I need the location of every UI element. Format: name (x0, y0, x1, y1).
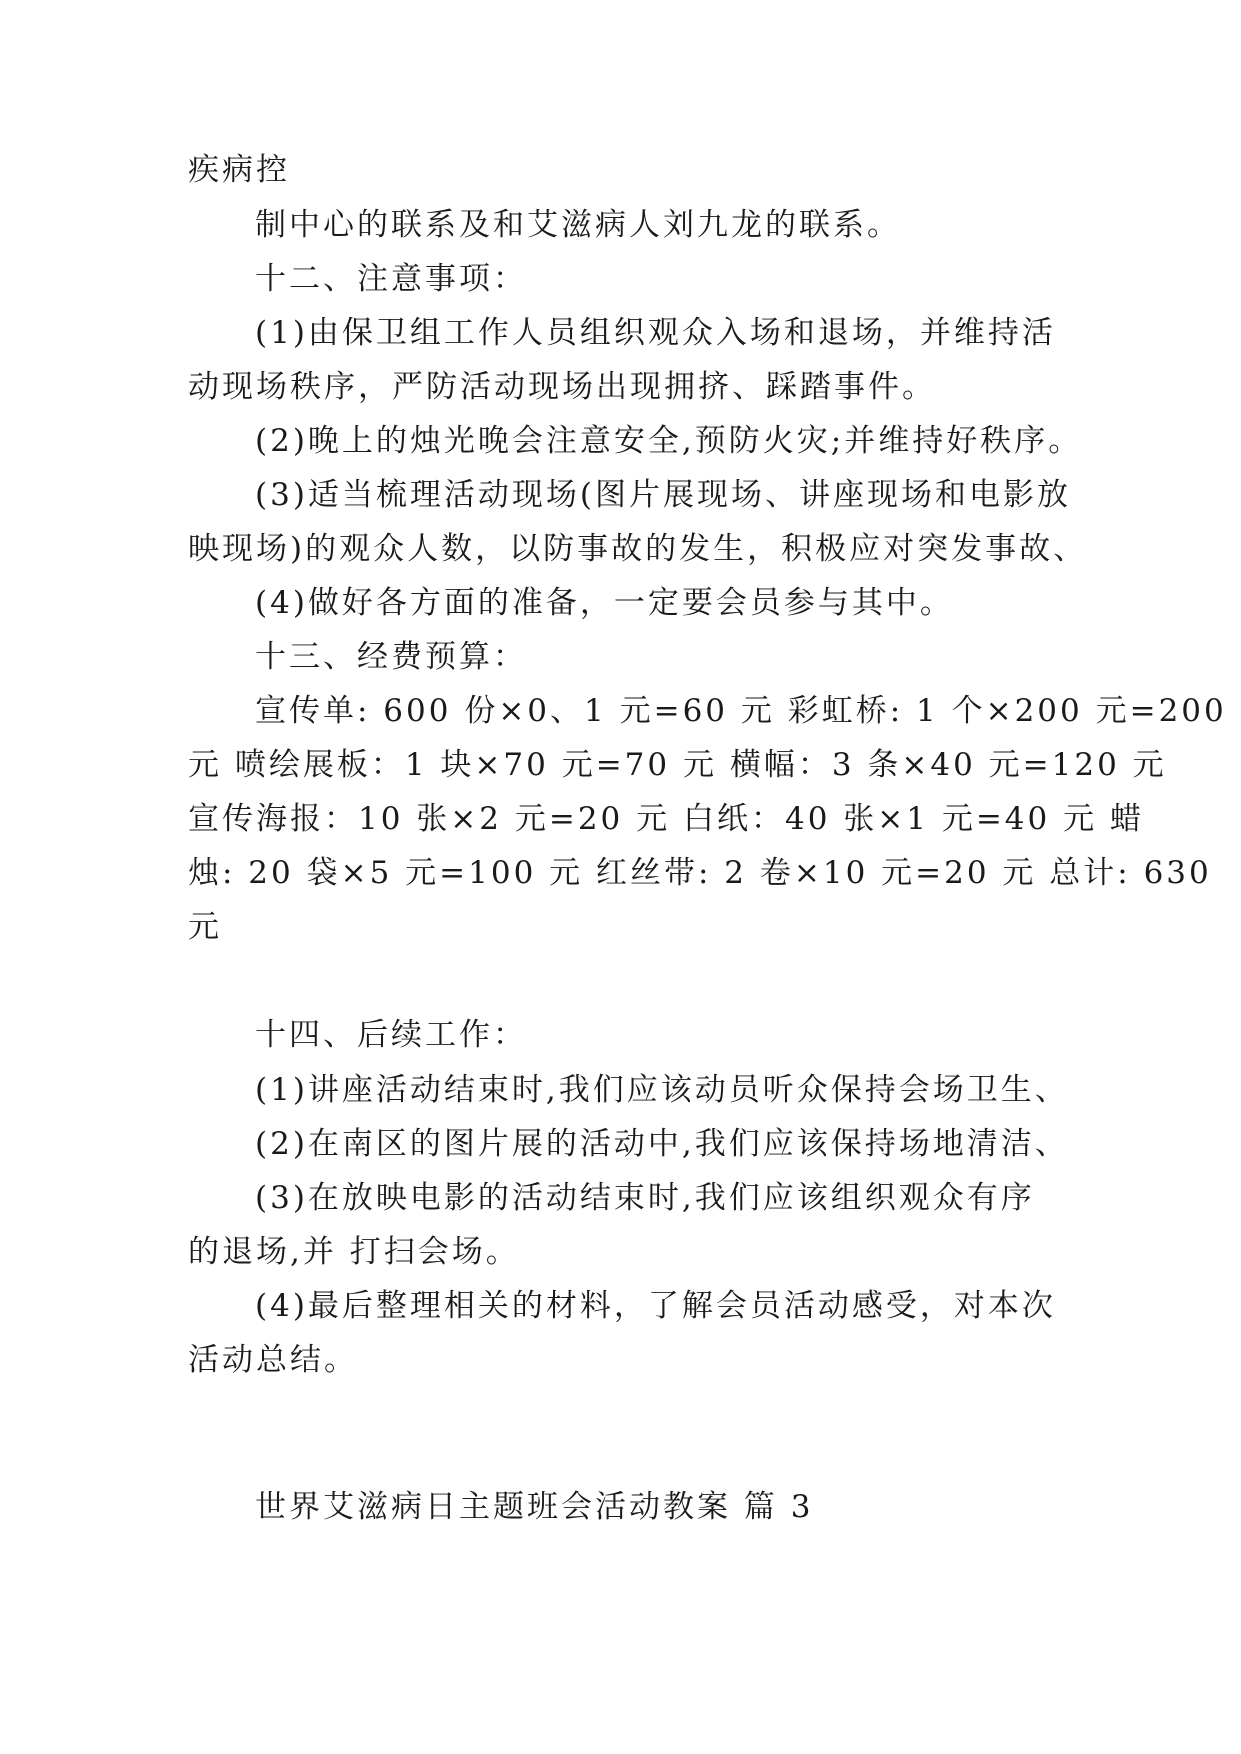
section-heading: 十四、后续工作： (255, 1017, 527, 1053)
text-line: 映现场)的观众人数，以防事故的发生，积极应对突发事故、 (188, 531, 1088, 567)
text-line: 的退场,并 打扫会场。 (188, 1234, 520, 1270)
text-line: (2)晚上的烛光晚会注意安全,预防火灾;并维持好秩序。 (255, 423, 1083, 459)
text-line: 制中心的联系及和艾滋病人刘九龙的联系。 (255, 207, 901, 243)
text-line: (4)最后整理相关的材料，了解会员活动感受，对本次 (255, 1288, 1056, 1324)
text-line: (3)在放映电影的活动结束时,我们应该组织观众有序 (255, 1180, 1035, 1216)
text-line: 烛: 20 袋×5 元=100 元 红丝带: 2 卷×10 元=20 元 总计: 630 (188, 855, 1212, 891)
text-line: 元 喷绘展板：1 块×70 元=70 元 横幅：3 条×40 元=120 元 (188, 747, 1167, 783)
text-line: (3)适当梳理活动现场(图片展现场、讲座现场和电影放 (255, 477, 1072, 513)
text-line: 活动总结。 (188, 1342, 358, 1378)
section-heading: 十二、注意事项： (255, 261, 527, 297)
text-line: 动现场秩序，严防活动现场出现拥挤、踩踏事件。 (188, 369, 936, 405)
document-title: 世界艾滋病日主题班会活动教案 篇 3 (255, 1489, 814, 1525)
text-line: (1)讲座活动结束时,我们应该动员听众保持会场卫生、 (255, 1072, 1069, 1108)
text-line: 宣传单: 600 份×0、1 元=60 元 彩虹桥: 1 个×200 元=200 (255, 693, 1227, 729)
text-line: 元 (188, 909, 222, 945)
text-line: (2)在南区的图片展的活动中,我们应该保持场地清洁、 (255, 1126, 1069, 1162)
section-heading: 十三、经费预算： (255, 639, 527, 675)
text-line: (4)做好各方面的准备，一定要会员参与其中。 (255, 585, 954, 621)
text-line: 宣传海报：10 张×2 元=20 元 白纸：40 张×1 元=40 元 蜡 (188, 801, 1144, 837)
text-line: (1)由保卫组工作人员组织观众入场和退场，并维持活 (255, 315, 1056, 351)
text-line: 疾病控 (188, 152, 290, 188)
